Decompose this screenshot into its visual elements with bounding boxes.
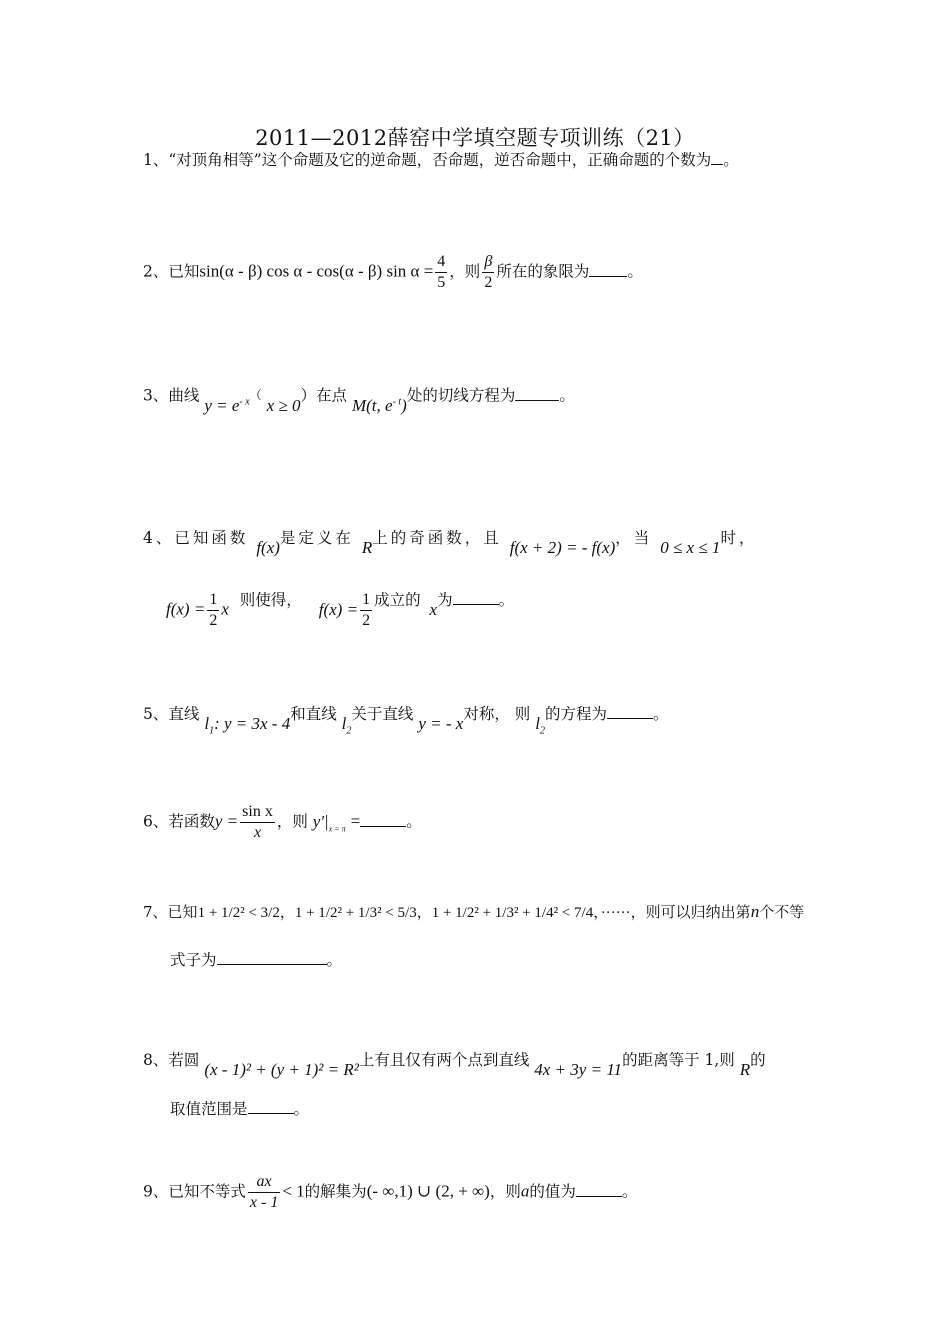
question-text: 时， — [720, 529, 758, 547]
question-text: 直线 — [168, 705, 200, 723]
math-expression: (x - 1)² + (y + 1)² = R² — [204, 1060, 359, 1079]
question-tail: 。 — [559, 386, 575, 405]
math-expression: f(x + 2) = - f(x) — [509, 538, 616, 557]
question-number: 9、 — [143, 1182, 169, 1201]
fraction — [482, 252, 494, 293]
question-1 — [143, 148, 810, 172]
answer-blank[interactable] — [589, 260, 627, 277]
question-text: 的距离等于 1,则 — [622, 1051, 735, 1069]
math-variable: x — [429, 599, 438, 619]
question-9 — [143, 1172, 810, 1213]
question-text: 所在的象限为 — [496, 262, 590, 281]
question-number: 1、 — [143, 151, 169, 169]
answer-blank[interactable] — [515, 384, 559, 401]
question-text: ，当 — [615, 529, 653, 547]
question-text: ，则 — [449, 262, 481, 281]
fraction: $\frac{1}{2}$ — [362, 591, 371, 629]
fraction-denominator: 2 — [484, 274, 493, 291]
fraction-numerator: 4 — [435, 252, 447, 273]
question-text: 处的切线方程为 — [406, 386, 516, 405]
question-text: 已知不等式 — [168, 1182, 246, 1201]
question-5 — [143, 702, 810, 737]
question-text: 已知 — [167, 903, 198, 921]
math-variable: R — [739, 1060, 751, 1079]
math-expression: $y'|_{x = \pi}$ — [312, 811, 346, 833]
question-text: ，则 — [489, 1182, 521, 1201]
question-3 — [143, 380, 810, 415]
question-4-line-2 — [166, 590, 810, 631]
fraction-numerator: β — [482, 252, 494, 273]
math-expression: x ≥ 0 — [266, 395, 301, 415]
answer-blank[interactable] — [217, 948, 327, 965]
fraction: $\frac{\text{sin x}}{x}$ — [242, 803, 273, 841]
math-expression: f(x) = — [318, 599, 359, 619]
math-expression: R — [361, 538, 373, 557]
math-expression: y = - x — [418, 714, 464, 733]
fraction: $\frac{1}{2}$ — [209, 591, 218, 629]
question-tail: 。 — [406, 812, 422, 831]
question-6 — [143, 802, 810, 843]
question-8-line-2 — [170, 1097, 810, 1121]
question-tail: 。 — [627, 262, 643, 281]
math-expression: 0 ≤ x ≤ 1 — [660, 538, 721, 557]
question-text: 和直线 — [290, 705, 337, 723]
question-text: 的解集为 — [304, 1182, 367, 1201]
question-4-line-1 — [143, 526, 810, 557]
math-expression: 4x + 3y = 11 — [534, 1060, 623, 1079]
math-expression: y = — [214, 811, 239, 831]
fraction-denominator: 5 — [437, 274, 446, 291]
question-text: 为 — [437, 590, 453, 609]
math-variable: x — [221, 599, 229, 619]
question-tail: 。 — [293, 1100, 310, 1118]
question-number: 7、 — [143, 903, 168, 921]
math-expression: $l_1$: y = 3x - 4 — [204, 714, 291, 737]
question-text: 的方程为 — [544, 705, 607, 723]
question-text: 式子为 — [170, 951, 217, 969]
answer-blank[interactable] — [711, 148, 723, 165]
question-number: 2、 — [143, 262, 169, 281]
math-expression: sin(α - β) cos α - cos(α - β) sin α = — [199, 261, 434, 281]
question-number: 3、 — [143, 386, 169, 405]
question-tail: 。 — [326, 951, 343, 969]
question-text: 则使得， — [239, 590, 302, 609]
math-expression: < 1 — [282, 1181, 305, 1201]
question-number: 4、 — [143, 529, 175, 547]
question-text: ）在点 — [300, 386, 348, 405]
question-text: 上的奇函数，且 — [372, 529, 502, 547]
math-expression: = — [350, 811, 361, 831]
question-text: 已知函数 — [174, 529, 249, 547]
question-text: 若圆 — [168, 1051, 200, 1069]
math-variable: a — [520, 1181, 530, 1201]
question-tail: 。 — [652, 705, 669, 723]
math-expression: $y = e^{- x}$ — [204, 395, 250, 415]
page-title: 2011—2012薛窑中学填空题专项训练（21） — [255, 126, 695, 150]
question-number: 6、 — [143, 812, 169, 831]
question-text: ，则 — [276, 812, 308, 831]
question-text: 是定义在 — [279, 529, 354, 547]
question-text: 曲线 — [168, 386, 200, 405]
answer-blank[interactable] — [453, 588, 499, 605]
question-text: 已知 — [168, 262, 200, 281]
question-text: “对顶角相等”这个命题及它的逆命题，否命题，逆否命题中，正确命题的个数为 — [168, 151, 712, 169]
math-expression: $l_2$ — [535, 714, 545, 737]
answer-blank[interactable] — [360, 810, 406, 827]
question-tail: 。 — [621, 1182, 638, 1201]
question-text: 若函数 — [168, 812, 215, 831]
question-tail: 。 — [723, 151, 739, 169]
question-text: 上有且仅有两个点到直线 — [358, 1051, 530, 1069]
question-number: 8、 — [143, 1051, 169, 1069]
question-text: 个不等 — [759, 903, 805, 921]
answer-blank[interactable] — [576, 1180, 622, 1197]
question-text: 取值范围是 — [170, 1100, 248, 1118]
math-variable: n — [750, 902, 760, 921]
question-2 — [143, 252, 810, 293]
question-text: 成立的 — [374, 590, 421, 609]
math-expression: f(x) — [256, 538, 280, 557]
question-text: 的 — [750, 1051, 766, 1069]
question-text: 关于直线 — [351, 705, 414, 723]
question-text: 对称， 则 — [463, 705, 531, 723]
question-text: 则可以归纳出第 — [645, 903, 751, 921]
question-7 — [143, 900, 810, 925]
math-expression: f(x) = — [166, 599, 206, 619]
answer-blank[interactable] — [248, 1097, 294, 1114]
math-expression: $l_2$ — [341, 714, 352, 737]
math-expression: (- ∞,1) ∪ (2, + ∞) — [366, 1181, 490, 1201]
fraction — [435, 252, 447, 293]
math-expression: M(t, $e^{- t}$) — [351, 395, 407, 415]
question-7-line-2 — [170, 948, 810, 972]
question-8 — [143, 1048, 810, 1079]
bracket: （ — [249, 387, 262, 402]
answer-blank[interactable] — [607, 702, 653, 719]
fraction: $\frac{ax}{x - 1}$ — [249, 1173, 279, 1211]
question-number: 5、 — [143, 705, 169, 723]
question-tail: 。 — [498, 590, 515, 609]
question-text: 的值为 — [529, 1182, 576, 1201]
math-sequence: 1 + 1/2² < 3/2，1 + 1/2² + 1/3² < 5/3，1 + 1/2² + 1/3² + 1/4² < 7/4，······， — [197, 905, 646, 921]
